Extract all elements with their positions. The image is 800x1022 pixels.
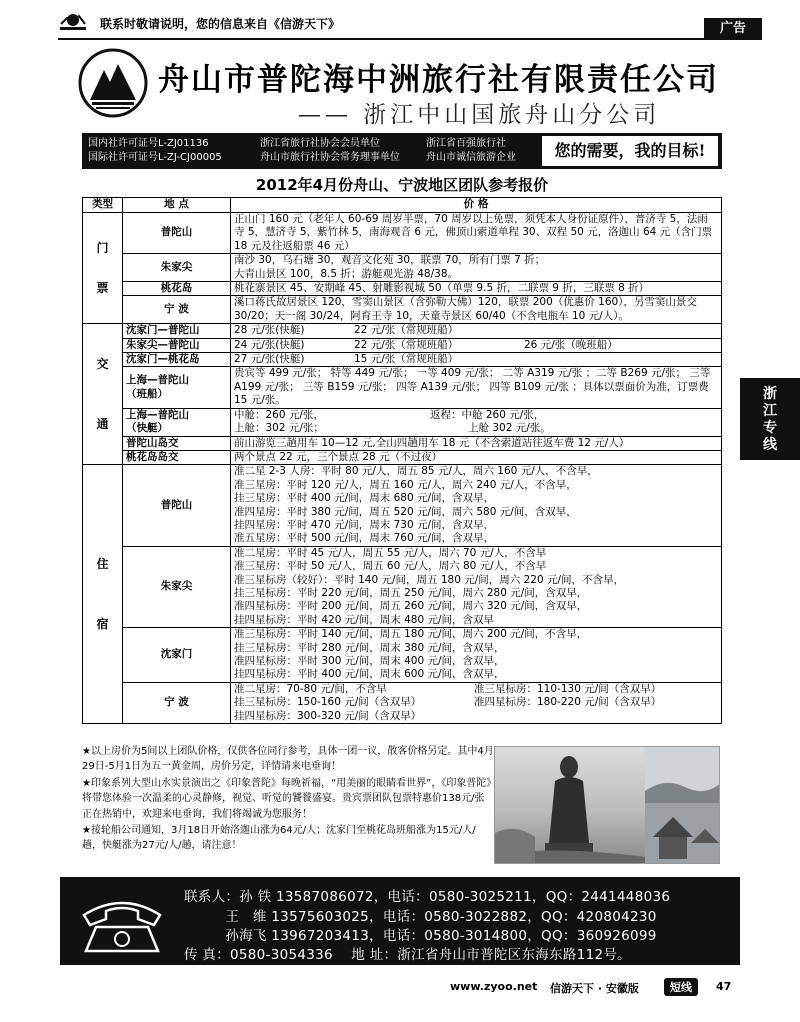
header-type: 类型 — [83, 198, 123, 213]
ningbo-hotel-4: 准四星标房：180-220 元/间（含双早） — [474, 696, 662, 709]
slogan: 您的需要，我的目标! — [542, 136, 718, 166]
place-cell: 普陀山 — [123, 465, 231, 546]
table-row — [83, 282, 722, 296]
integrity-enterprise: 舟山市诚信旅游企业 — [426, 152, 516, 163]
table-row — [83, 465, 722, 546]
place-cell: 沈家门 — [123, 628, 231, 683]
header-place: 地 点 — [123, 198, 231, 213]
fast-boat-price: 24 元/张(快艇) — [234, 338, 305, 351]
contact-sun-haifei: 孙海飞 13967203413，电话：0580-3014800，QQ：360926099 — [184, 928, 657, 944]
place-cell: 桃花岛岛交 — [123, 450, 231, 464]
table-row — [83, 450, 722, 464]
price-cell: 两个景点 22 元，三个景点 28 元（不过夜） — [231, 450, 722, 464]
table-row — [83, 628, 722, 683]
domestic-license: 国内社许可证号L-ZJ01136 — [88, 138, 209, 149]
price-cell — [231, 682, 722, 723]
table-row — [83, 682, 722, 723]
table-row — [83, 546, 722, 627]
magazine-logo-icon — [58, 12, 88, 32]
scenery-photo — [494, 746, 720, 864]
telephone-icon — [74, 889, 170, 955]
side-tab-label: 浙 江 专 线 — [763, 386, 777, 453]
place-cell: 上海—普陀山 （快艇） — [123, 408, 231, 436]
license-bar — [82, 133, 722, 169]
contact-box — [60, 877, 740, 965]
table-header-row — [83, 198, 722, 213]
return-middle: 返程：中舱 260 元/张， — [430, 408, 545, 421]
guanyin-statue-image — [495, 747, 720, 864]
company-header — [68, 44, 738, 134]
ningbo-hotel-1: 准二星房：70-80 元/间，不含早 — [234, 682, 387, 695]
regular-ship-price: 22 元/张（常规班船） — [354, 324, 459, 337]
company-logo-icon — [78, 48, 148, 118]
ningbo-hotel-2: 准三星标房：110-130 元/间（含双早） — [474, 682, 662, 695]
place-cell: 宁 波 — [123, 682, 231, 723]
price-cell: 南沙 30，乌石塘 30，观音文化苑 30，联票 70，所有门票 7 折； 大青山景区 100，8.5 折；游艇观光游 48/38。 — [231, 254, 722, 282]
table-row — [83, 254, 722, 282]
company-name: 舟山市普陀海中洲旅行社有限责任公司 — [158, 62, 719, 98]
ningbo-hotel-3: 挂三星标房：150-160 元/间（含双早） — [234, 696, 422, 709]
price-cell: 溪口蒋氏故居景区 120，雪窦山景区（含弥勒大佛）120，联票 200（优惠价 160），另雪窦山景交 30/20；天一阁 30/24，阿育王寺 10，天童寺景区 60/40（不含电瓶车 10 元/人）。 — [231, 296, 722, 324]
website-url[interactable]: www.zyoo.net — [450, 980, 538, 993]
license-col-2 — [260, 137, 400, 165]
international-license: 国际社许可证号L-ZJ-CJ00005 — [88, 152, 222, 163]
table-row — [83, 296, 722, 324]
note-item: ★接轮船公司通知，3月18日开始洛迦山涨为64元/人；沈家门至桃花岛班船涨为15元/人/趟，快艇涨为27元/人/趟，请注意！ — [82, 825, 476, 852]
place-cell: 朱家尖—普陀山 — [123, 338, 231, 352]
place-cell: 宁 波 — [123, 296, 231, 324]
publication-name: 信游天下 · 安徽版 — [550, 982, 639, 995]
place-cell: 普陀山岛交 — [123, 436, 231, 450]
page-footer — [380, 977, 740, 997]
price-list-title: 2012年4月份舟山、宁波地区团队参考报价 — [255, 176, 549, 194]
table-row — [83, 436, 722, 450]
price-table — [82, 197, 722, 724]
price-cell — [231, 353, 722, 367]
association-member: 浙江省旅行社协会会员单位 — [260, 138, 380, 149]
section-badge: 短线 — [664, 978, 698, 996]
fast-boat-price: 28 元/张(快艇) — [234, 324, 305, 337]
top-100-agency: 浙江省百强旅行社 — [426, 138, 506, 149]
price-cell: 准二星房：平时 45 元/人，周五 55 元/人，周六 70 元/人，不含早 准三星房：平时 50 元/人，周五 60 元/人，周六 80 元/人，不含早 准三星标房（较好）：平时 140 元/间，周五 180 元/间，周六 220 元/间，不含早， 挂三星标房：平时 220 元/间，周五 250 元/间，周六 280 元/间，含双早， 准四星标房：平时 200 元/间，周五 260 元/间，周六 320 元/间，含双早， 挂四星标房：平时 420 元/间，周末 480 元/间，含双早 — [231, 546, 722, 627]
table-row — [83, 367, 722, 408]
ningbo-hotel-5: 挂四星标房：300-320 元/间（含双早） — [234, 709, 422, 722]
header-price: 价 格 — [231, 198, 722, 213]
price-cell — [231, 338, 722, 352]
price-cell: 贵宾等 499 元/张； 特等 449 元/张； 一等 409 元/张； 二等 A319 元/张 ；二等 B269 元/张； 三等 A199 元/张； 三等 B159 元/张； 四等 A139 元/张； 四等 B109 元/张 ；具体以票面价为准，订票费 15 元/张。 — [231, 367, 722, 408]
ad-label: 广告 — [704, 18, 762, 40]
fast-boat-price: 27 元/张(快艇) — [234, 353, 305, 366]
price-cell: 准三星标房：平时 140 元/间，周五 180 元/间，周六 200 元/间，不含早， 挂三星标房：平时 280 元/间，周末 380 元/间，含双早， 准四星标房：平时 300 元/间，周末 400 元/间，含双早， 挂四星标房：平时 400 元/间，周末 600 元/间，含双早， — [231, 628, 722, 683]
fax-and-address: 传 真：0580-3054336 地 址：浙江省舟山市普陀区东海东路112号。 — [184, 947, 631, 963]
note-item: ★印象系列大型山水实景演出之《印象普陀》每晚祈福，“用美丽的眼睛看世界”，《印象普陀》将带您体验一次温柔的心灵静修，视觉、听觉的饕餮盛宴。贵宾票团队包票特惠价138元/张正在热销中，欢迎来电垂询，我们将竭诚为您服务！ — [82, 777, 492, 820]
contact-sun-tie: 联系人：孙 铁 13587086072，电话：0580-3025211，QQ：2441448036 — [184, 889, 671, 905]
note-item: ★以上房价为5间以上团队价格，仅供各位同行参考，具体一团一议，散客价格另定。其中4月29日-5月1日为五一黄金周，房价另定，详情请来电垂询！ — [82, 746, 494, 773]
company-branch: —— 浙江中山国旅舟山分公司 — [298, 102, 661, 128]
price-cell: 前山游览三趟用车 10—12 元,全山四趟用车 18 元（不含索道站往返车费 12 元/人） — [231, 436, 722, 450]
license-col-3 — [426, 137, 516, 165]
table-row — [83, 353, 722, 367]
category-lodging: 住 宿 — [83, 465, 123, 724]
fast-boat-middle: 中舱：260 元/张， — [234, 408, 324, 421]
regular-ship-price: 22 元/张（常规班船） — [354, 338, 459, 351]
association-director: 舟山市旅行社协会常务理事单位 — [260, 152, 400, 163]
place-cell: 朱家尖 — [123, 546, 231, 627]
fast-boat-upper: 上舱：302 元/张； — [234, 422, 324, 435]
night-ship-price: 26 元/张（晚班船） — [524, 338, 618, 351]
place-cell: 上海—普陀山 （班船） — [123, 367, 231, 408]
table-row — [83, 408, 722, 436]
zhejiang-section-tab — [740, 378, 800, 460]
price-cell: 正山门 160 元（老年人 60-69 周岁半票，70 周岁以上免票，须凭本人身份证原件），普济寺 5，法雨寺 5，慧济寺 5，紫竹林 5，南海观音 6 元，佛顶山索道单程 30、双程 50 元，洛迦山 64 元（含门票 18 元及往返船票 46 元） — [231, 213, 722, 254]
category-transport: 交 通 — [83, 324, 123, 465]
place-cell: 朱家尖 — [123, 254, 231, 282]
place-cell: 沈家门—普陀山 — [123, 324, 231, 338]
contact-wang-wei: 王 维 13575603025，电话：0580-3022882，QQ：420804230 — [184, 909, 657, 925]
table-row — [83, 213, 722, 254]
top-bar — [0, 0, 800, 40]
place-cell: 桃花岛 — [123, 282, 231, 296]
price-cell — [231, 324, 722, 338]
table-row — [83, 324, 722, 338]
top-divider — [58, 38, 762, 40]
license-col-1 — [88, 137, 222, 165]
price-cell: 桃花寨景区 45、安期峰 45、射雕影视城 50（单票 9.5 折，二联票 9 折，三联票 8 折） — [231, 282, 722, 296]
notes-section — [82, 744, 494, 855]
category-tickets: 门 票 — [83, 213, 123, 324]
page-number: 47 — [716, 980, 732, 993]
return-upper: 上舱 302 元/张。 — [468, 422, 551, 435]
source-notice: 联系时敬请说明，您的信息来自《信游天下》 — [100, 17, 341, 31]
regular-ship-price: 15 元/张（常规班船） — [354, 353, 459, 366]
place-cell: 普陀山 — [123, 213, 231, 254]
price-cell: 准二星 2-3 人房：平时 80 元/人，周五 85 元/人，周六 160 元/人，不含早， 准三星房：平时 120 元/人，周五 160 元/人，周六 240 元/人，不含早， 挂三星房：平时 400 元/间，周末 680 元/间，含双早， 准四星房：平时 380 元/间，周五 520 元/间，周六 580 元/间，含双早， 挂四星房：平时 470 元/间，周末 730 元/间，含双早， 准五星房：平时 500 元/间，周末 760 元/间，含双早， — [231, 465, 722, 546]
table-row — [83, 338, 722, 352]
price-cell — [231, 408, 722, 436]
place-cell: 沈家门—桃花岛 — [123, 353, 231, 367]
